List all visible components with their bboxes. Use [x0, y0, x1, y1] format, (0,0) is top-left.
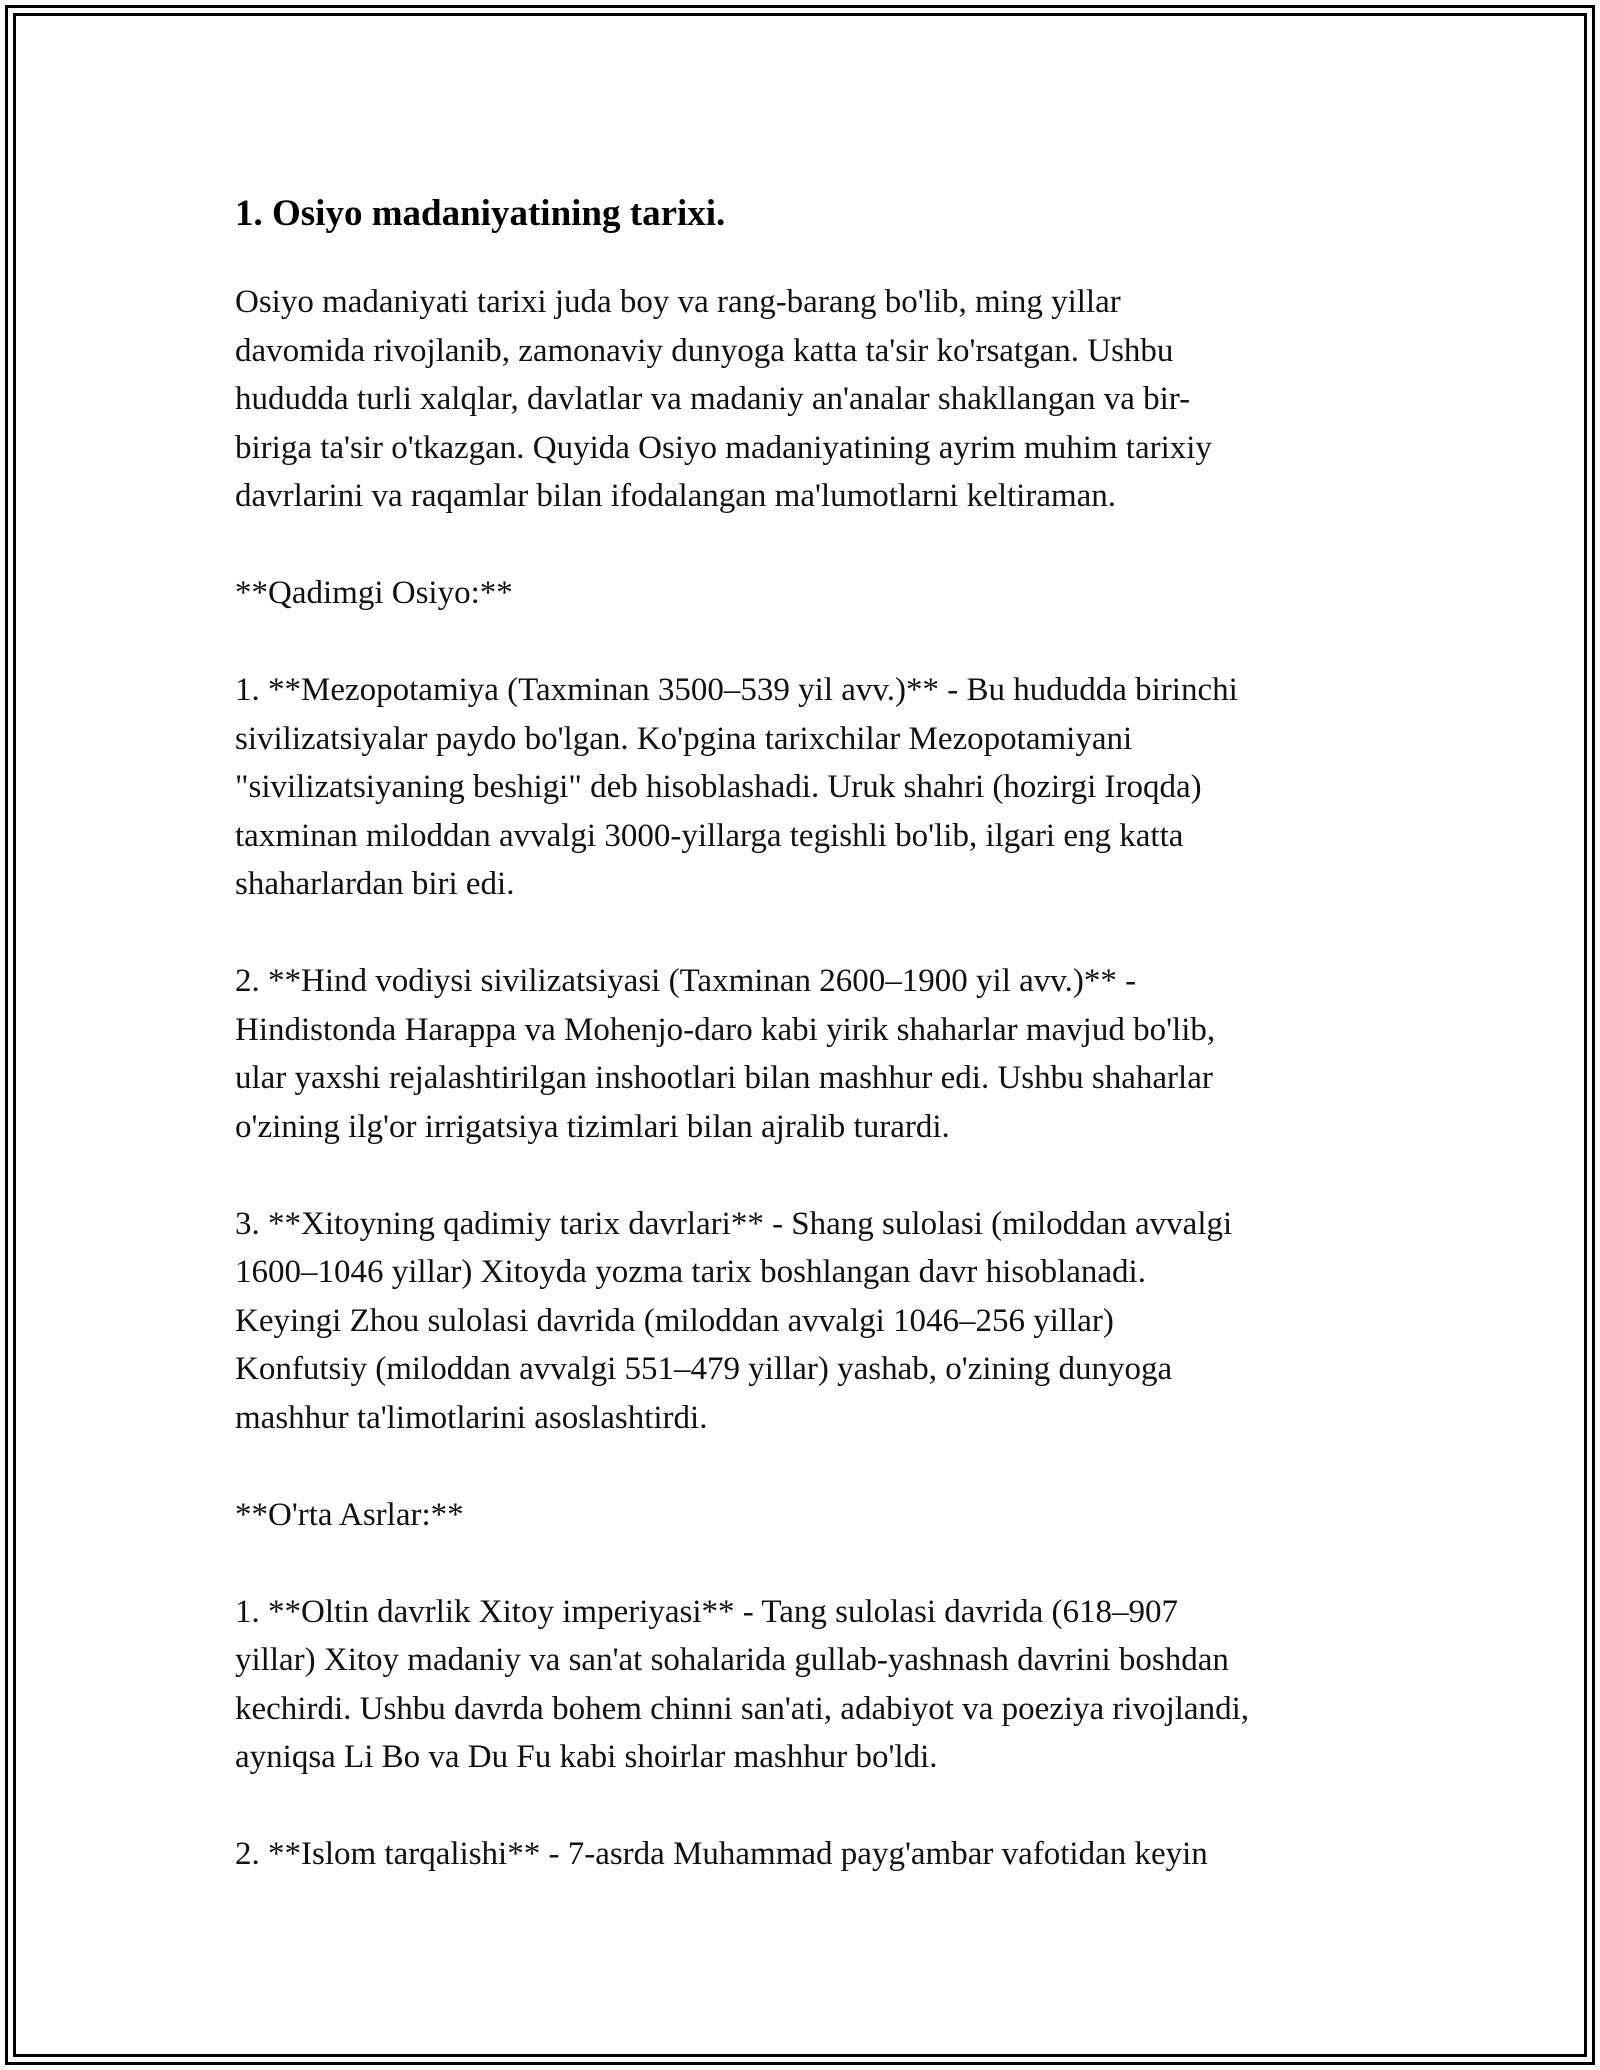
text-line: o'zining ilg'or irrigatsiya tizimlari bilan ajralib turardi.: [235, 1108, 950, 1145]
text-line: mashhur ta'limotlarini asoslashtirdi.: [235, 1399, 708, 1436]
section-heading-medieval: **O'rta Asrlar:**: [235, 1496, 464, 1533]
text-line: biriga ta'sir o'tkazgan. Quyida Osiyo madaniyatining ayrim muhim tarixiy: [235, 429, 1212, 466]
intro-paragraph: [235, 278, 1385, 521]
document-body: [235, 186, 1385, 1879]
text-line: 3. **Xitoyning qadimiy tarix davrlari** - Shang sulolasi (miloddan avvalgi: [235, 1205, 1233, 1242]
paragraph-gap: [235, 1151, 1385, 1200]
text-line: shaharlardan biri edi.: [235, 866, 515, 902]
text-line: Hindistonda Harappa va Mohenjo-daro kabi yirik shaharlar mavjud bo'lib,: [235, 1011, 1216, 1048]
text-line: "sivilizatsiyaning beshigi" deb hisoblashadi. Uruk shahri (hozirgi Iroqda): [235, 769, 1202, 805]
text-line: kechirdi. Ushbu davrda bohem chinni san'ati, adabiyot va poeziya rivojlandi,: [235, 1690, 1249, 1727]
text-line: Konfutsiy (miloddan avvalgi 551–479 yillar) yashab, o'zining dunyoga: [235, 1351, 1173, 1387]
text-line: sivilizatsiyalar paydo bo'lgan. Ko'pgina tarixchilar Mezopotamiyani: [235, 720, 1133, 757]
text-line: 1. **Mezopotamiya (Taxminan 3500–539 yil avv.)** - Bu hududda birinchi: [235, 672, 1238, 708]
text-line: ayniqsa Li Bo va Du Fu kabi shoirlar mashhur bo'ldi.: [235, 1739, 938, 1775]
text-line: 1. **Oltin davrlik Xitoy imperiyasi** - Tang sulolasi davrida (618–907: [235, 1593, 1178, 1630]
text-line: taxminan miloddan avvalgi 3000-yillarga tegishli bo'lib, ilgari eng katta: [235, 817, 1184, 854]
medieval-item-tang: [235, 1588, 1385, 1782]
paragraph-gap: [235, 1782, 1385, 1831]
ancient-item-mezopotamiya: [235, 666, 1385, 909]
text-line: 1600–1046 yillar) Xitoyda yozma tarix boshlangan davr hisoblanadi.: [235, 1254, 1146, 1290]
ancient-item-china: [235, 1200, 1385, 1443]
document-title: 1. Osiyo madaniyatining tarixi.: [235, 193, 726, 234]
text-line: yillar) Xitoy madaniy va san'at sohalarida gullab-yashnash davrini boshdan: [235, 1642, 1229, 1678]
text-line: Keyingi Zhou sulolasi davrida (miloddan avvalgi 1046–256 yillar): [235, 1302, 1114, 1339]
text-line: Osiyo madaniyati tarixi juda boy va rang-barang bo'lib, ming yillar: [235, 284, 1121, 320]
text-line: 2. **Islom tarqalishi** - 7-asrda Muhammad payg'ambar vafotidan keyin: [235, 1836, 1208, 1872]
section-heading-ancient: **Qadimgi Osiyo:**: [235, 575, 513, 611]
paragraph-gap: [235, 1442, 1385, 1491]
text-line: davrlarini va raqamlar bilan ifodalangan ma'lumotlarni keltiraman.: [235, 478, 1117, 514]
paragraph-gap: [235, 909, 1385, 958]
medieval-item-islam: [235, 1830, 1385, 1879]
text-line: ular yaxshi rejalashtirilgan inshootlari bilan mashhur edi. Ushbu shaharlar: [235, 1060, 1213, 1096]
paragraph-gap: [235, 1539, 1385, 1588]
paragraph-gap: [235, 521, 1385, 570]
ancient-item-indus: [235, 957, 1385, 1151]
paragraph-gap: [235, 618, 1385, 667]
text-line: hududda turli xalqlar, davlatlar va madaniy an'analar shakllangan va bir-: [235, 381, 1191, 417]
text-line: 2. **Hind vodiysi sivilizatsiyasi (Taxminan 2600–1900 yil avv.)** -: [235, 963, 1137, 999]
text-line: davomida rivojlanib, zamonaviy dunyoga katta ta'sir ko'rsatgan. Ushbu: [235, 332, 1174, 369]
